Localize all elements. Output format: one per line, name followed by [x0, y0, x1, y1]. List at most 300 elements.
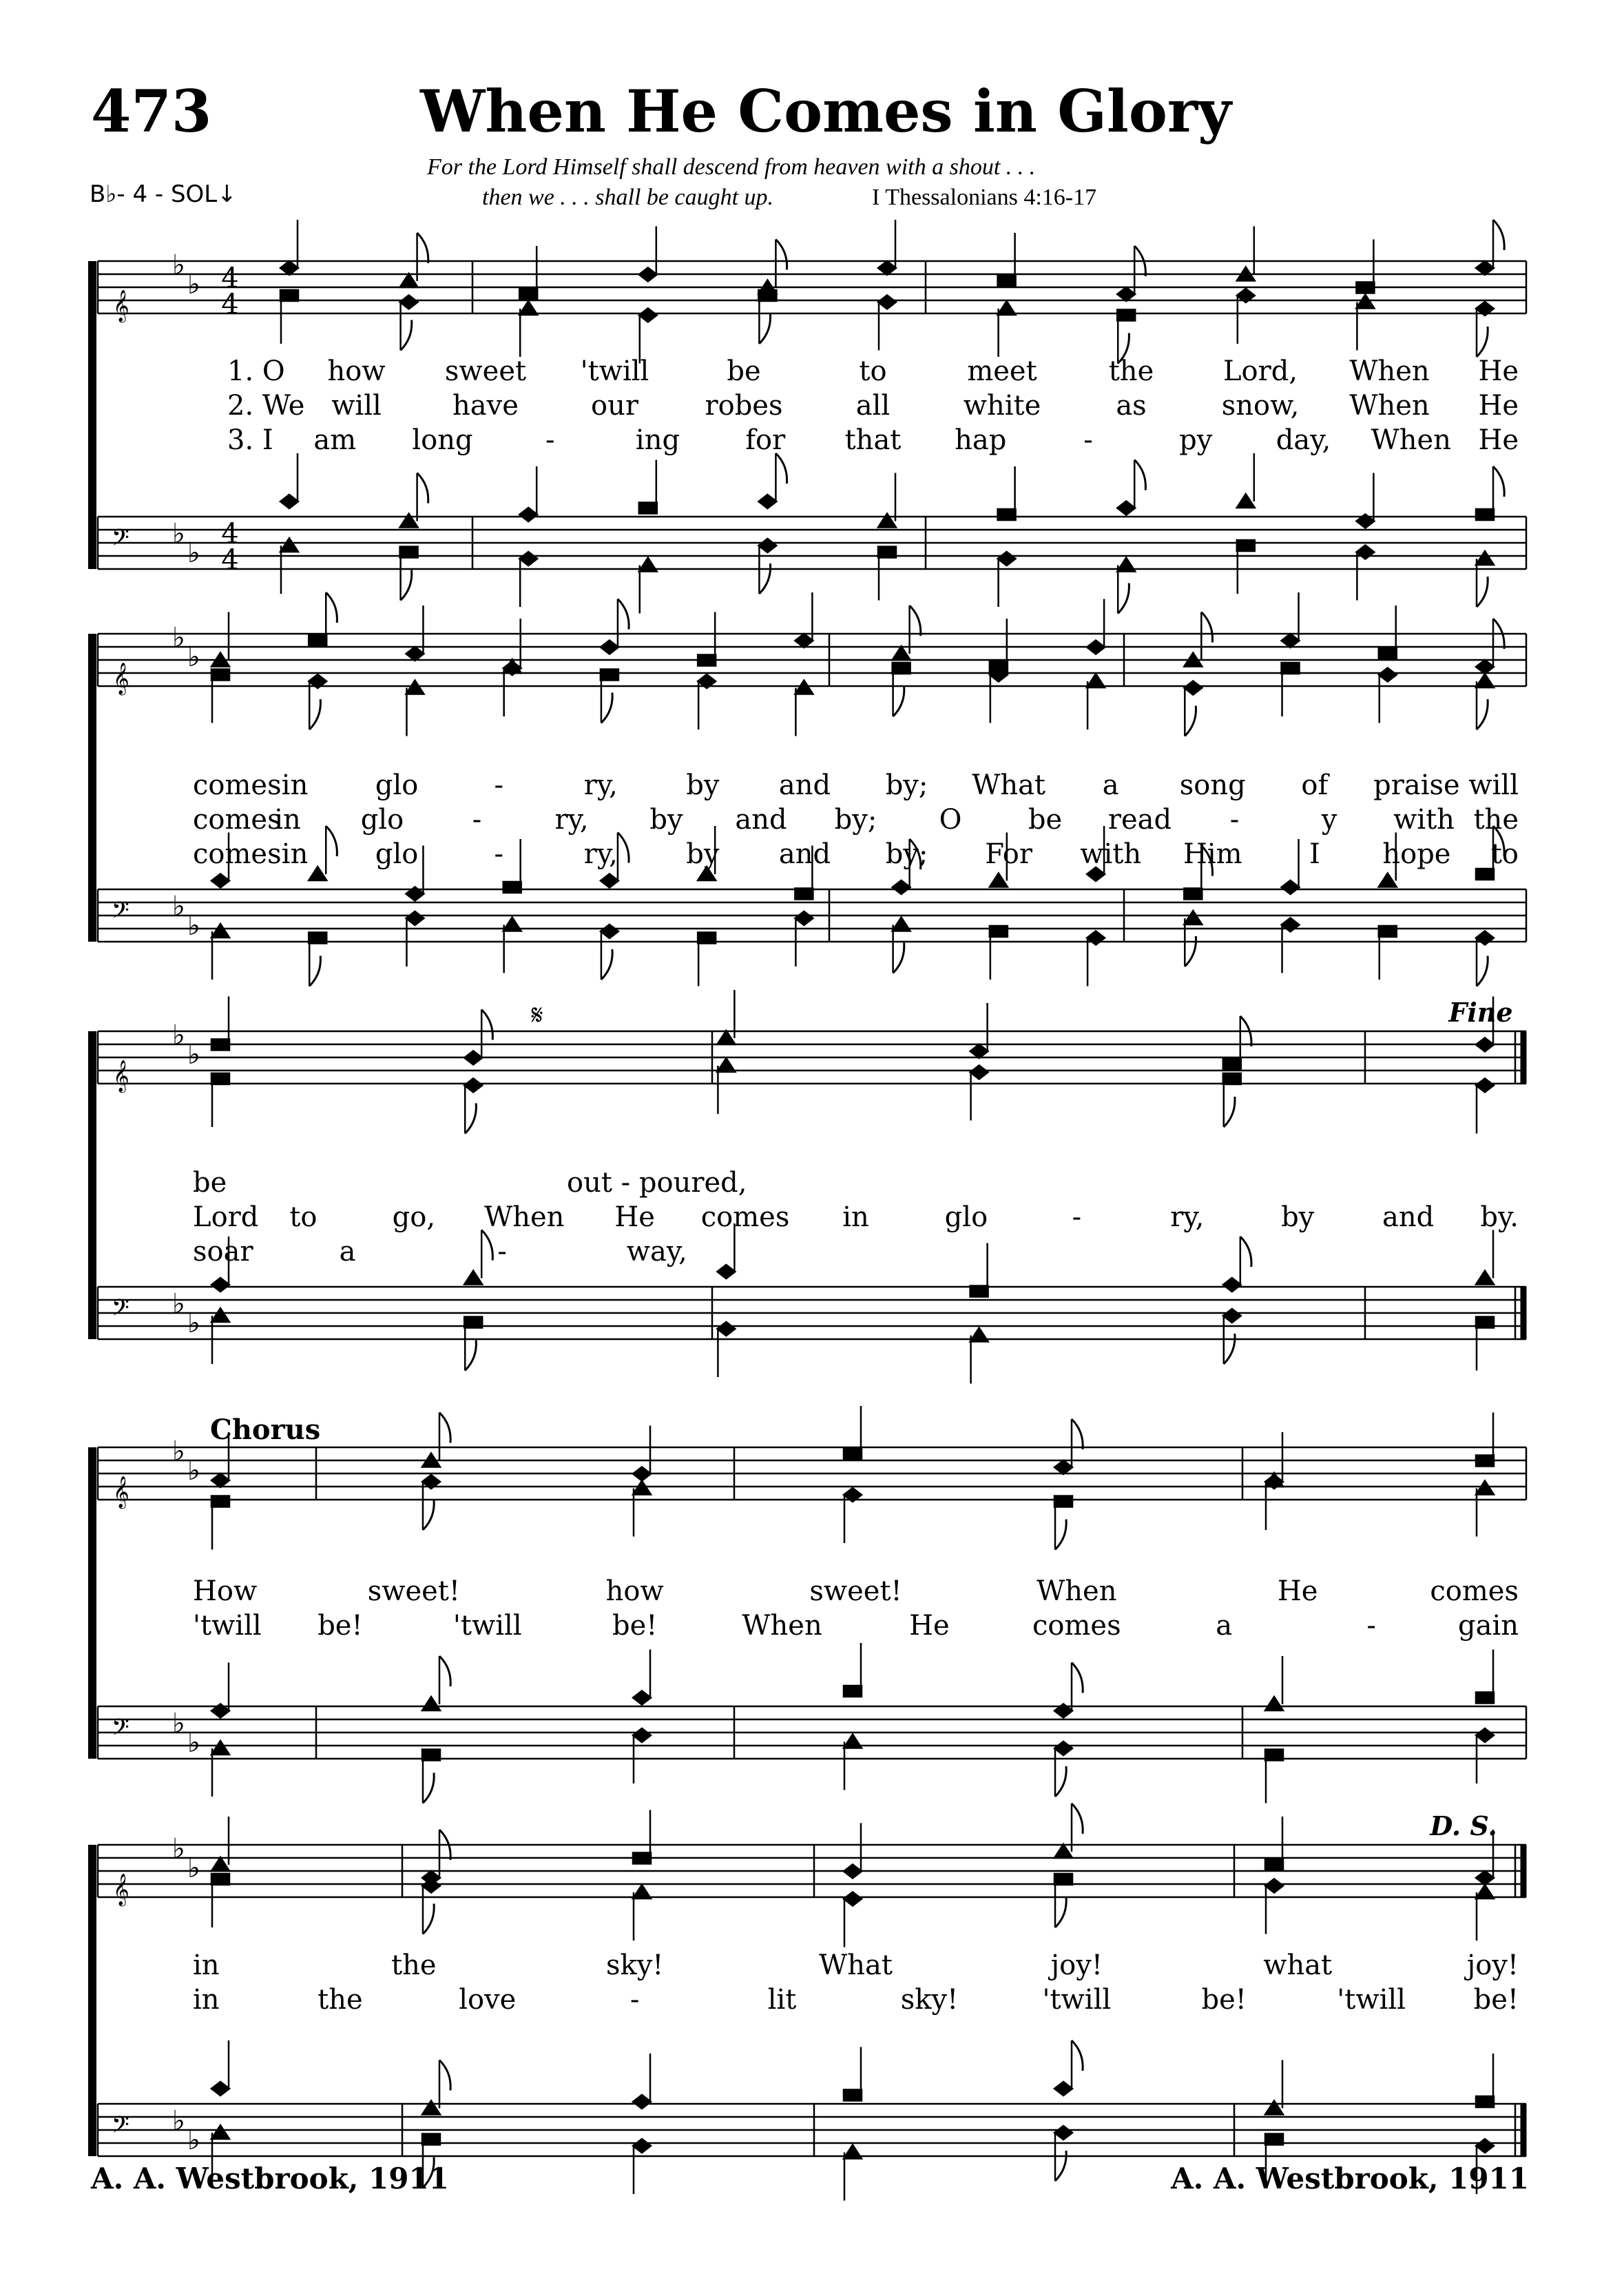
tenor-note — [844, 2047, 862, 2101]
bass-note — [1117, 558, 1135, 614]
bass-note — [503, 918, 521, 973]
lyric-syllable: have — [452, 390, 519, 422]
alto-note — [1282, 663, 1300, 716]
lyric-syllable: sky! — [900, 1984, 959, 2016]
notehead — [1476, 869, 1494, 880]
lyric-syllable: how — [605, 1575, 664, 1607]
bass-staff — [98, 2104, 1526, 2156]
note-flag — [618, 833, 629, 863]
notehead — [1476, 509, 1494, 520]
notehead — [211, 2082, 229, 2096]
tenor-note — [998, 466, 1016, 520]
notehead — [464, 1079, 482, 1093]
note-flag — [1493, 466, 1504, 497]
notehead — [639, 309, 657, 322]
bass-note — [1379, 926, 1397, 980]
scripture-line-1: For the Lord Himself shall descend from heaven with a shout . . . — [427, 154, 1036, 180]
note-flag — [775, 240, 787, 270]
alto-note — [211, 1496, 229, 1550]
tenor-note — [633, 2054, 651, 2109]
notehead — [601, 924, 618, 938]
lyric-syllable: ry, — [583, 838, 618, 870]
notehead — [464, 1271, 482, 1285]
time-signature-top: 4 — [221, 262, 239, 294]
bass-note — [1054, 2126, 1072, 2181]
lyric-syllable: for — [745, 424, 786, 456]
note-flag — [1185, 706, 1196, 736]
bass-staff — [98, 1706, 1526, 1759]
key-signature-flat: ♭ — [172, 518, 185, 550]
notehead — [844, 1735, 862, 1748]
notehead — [1184, 681, 1202, 695]
alto-note — [1265, 1879, 1283, 1934]
notehead — [844, 1865, 862, 1879]
alto-note — [844, 1488, 862, 1543]
bass-note — [1223, 1309, 1241, 1364]
notehead — [1476, 2096, 1494, 2107]
tenor-note — [1223, 1237, 1251, 1292]
treble-staff — [98, 1447, 1526, 1500]
bass-note — [211, 1308, 229, 1364]
note-flag — [439, 1656, 450, 1686]
tenor-note — [639, 460, 657, 514]
lyric-syllable: to — [289, 1201, 317, 1233]
lyric-syllable: be! — [612, 1610, 658, 1642]
notehead — [1265, 1859, 1283, 1870]
lyric-syllable: - — [472, 804, 482, 836]
notehead — [878, 547, 896, 558]
lyric-syllable: what — [1263, 1949, 1333, 1981]
tenor-note — [519, 466, 537, 521]
lyric-syllable: by; — [885, 838, 928, 870]
lyric-syllable: gain — [1457, 1610, 1519, 1642]
tenor-note — [1054, 1663, 1083, 1718]
notehead — [844, 2145, 862, 2159]
note-flag — [1055, 1897, 1066, 1927]
treble-staff — [98, 1031, 1526, 1084]
note-flag — [423, 1904, 434, 1934]
treble-clef: 𝄞 — [113, 1476, 129, 1508]
notehead — [998, 276, 1016, 287]
words-credit: A. A. Westbrook, 1911 — [91, 2162, 449, 2195]
notehead — [309, 635, 326, 646]
notehead — [1476, 1871, 1494, 1885]
lyric-syllable: that — [844, 424, 902, 456]
lyric-syllable: When — [742, 1610, 822, 1642]
notehead — [1237, 494, 1255, 508]
tenor-note — [844, 1643, 862, 1697]
lyric-syllable: to — [1490, 838, 1519, 870]
alto-note — [844, 1892, 862, 1947]
lyric-syllable: song — [1179, 769, 1246, 801]
bass-note — [519, 552, 537, 607]
lyric-syllable: with — [1393, 804, 1455, 836]
lyric-syllable: in — [193, 1949, 220, 1981]
bass-clef: 𝄢 — [112, 1295, 129, 1327]
bass-note — [1054, 1741, 1072, 1797]
lyric-syllable: What — [819, 1949, 893, 1981]
soprano-note — [211, 1817, 229, 1871]
note-flag — [893, 686, 904, 716]
tenor-note — [633, 1650, 651, 1705]
music-credit: A. A. Westbrook, 1911 — [1171, 2162, 1529, 2195]
lyric-syllable: in — [274, 804, 301, 836]
fine-marking: Fine — [1448, 997, 1513, 1028]
notehead — [1054, 1874, 1072, 1885]
tenor-note — [1265, 2060, 1283, 2115]
soprano-note — [844, 1406, 862, 1460]
key-signature-flat: ♭ — [172, 1708, 185, 1739]
alto-note — [1223, 1073, 1241, 1127]
note-flag — [439, 1413, 450, 1443]
lyric-syllable: the — [317, 1984, 363, 2016]
lyric-syllable: be — [193, 1167, 227, 1199]
notehead — [1282, 663, 1300, 674]
notehead — [211, 2125, 229, 2139]
tenor-note — [400, 473, 428, 528]
lyric-syllable: - — [494, 769, 503, 801]
lyric-syllable: the — [391, 1949, 437, 1981]
lyric-syllable: in — [193, 1984, 220, 2016]
alto-note — [1476, 674, 1494, 730]
notehead — [280, 538, 298, 552]
note-flag — [309, 699, 320, 730]
lyric-syllable: hap — [955, 424, 1007, 456]
lyric-syllable: snow, — [1221, 390, 1300, 422]
note-flag — [759, 563, 770, 594]
time-signature-bottom: 4 — [221, 289, 239, 320]
lyric-syllable: When — [1037, 1575, 1117, 1607]
lyric-syllable: and — [735, 804, 787, 836]
notehead — [1223, 1073, 1241, 1084]
soprano-note — [211, 612, 229, 667]
notehead — [519, 508, 537, 521]
notehead — [400, 547, 418, 558]
lyric-syllable: comes — [1430, 1575, 1519, 1607]
note-flag — [1055, 1520, 1066, 1550]
notehead — [422, 1750, 440, 1761]
notehead — [878, 514, 896, 528]
key-signature-flat: ♭ — [187, 2124, 200, 2156]
key-signature-flat: ♭ — [172, 2105, 185, 2137]
lyric-syllable: love — [459, 1984, 517, 2016]
tenor-note — [1237, 453, 1255, 508]
note-flag — [423, 1773, 434, 1803]
note-flag — [1224, 1097, 1235, 1127]
hymn-number: 473 — [91, 77, 212, 145]
lyric-syllable: He — [909, 1610, 950, 1642]
notehead — [1054, 2082, 1072, 2096]
alto-note — [893, 663, 910, 716]
note-flag — [417, 233, 428, 263]
bass-note — [211, 1741, 229, 1797]
lyric-syllable: I — [1309, 838, 1320, 870]
notehead — [795, 911, 813, 925]
lyric-syllable: comes — [700, 1201, 790, 1233]
notehead — [633, 1691, 651, 1705]
notehead — [758, 495, 776, 508]
lyric-syllable: When — [1349, 390, 1430, 422]
notehead — [639, 503, 657, 514]
alto-note — [717, 1058, 735, 1114]
notehead — [464, 1051, 482, 1065]
note-flag — [601, 693, 612, 723]
note-flag — [326, 592, 337, 623]
lyric-syllable: He — [1277, 1575, 1318, 1607]
note-flag — [1240, 1237, 1251, 1267]
bass-note — [309, 933, 326, 986]
notehead — [309, 933, 326, 944]
bass-note — [844, 2145, 862, 2201]
lyric-syllable: will — [1468, 769, 1519, 801]
time-signature-bottom: 4 — [221, 544, 239, 576]
notehead — [844, 1686, 862, 1697]
soprano-note — [601, 599, 629, 654]
tenor-note — [878, 473, 896, 528]
notehead — [601, 874, 618, 888]
notehead — [211, 670, 229, 681]
lyric-syllable: read — [1107, 804, 1172, 836]
notehead — [1379, 648, 1397, 659]
notehead — [400, 296, 418, 309]
bass-note — [1356, 546, 1374, 601]
lyric-syllable: 'twill — [1042, 1984, 1112, 2016]
alto-note — [519, 301, 537, 357]
treble-staff — [98, 1845, 1526, 1897]
bass-note — [1087, 931, 1105, 986]
key-signature-flat: ♭ — [172, 1833, 185, 1865]
bass-note — [211, 924, 229, 980]
tenor-note — [422, 1656, 450, 1710]
lyric-syllable: How — [193, 1575, 258, 1607]
tenor-note — [280, 453, 298, 508]
lyric-syllable: by — [1281, 1201, 1315, 1233]
notehead — [400, 514, 418, 528]
key-signature-flat: ♭ — [172, 622, 185, 654]
note-flag — [439, 2060, 450, 2091]
notehead — [633, 1728, 651, 1742]
soprano-note — [878, 220, 896, 275]
notehead — [211, 1040, 229, 1051]
tenor-note — [1265, 1656, 1283, 1710]
note-flag — [1072, 1419, 1083, 1449]
alto-note — [601, 670, 618, 723]
notehead — [758, 290, 776, 301]
notehead — [400, 273, 418, 287]
note-flag — [401, 320, 412, 351]
notehead — [990, 926, 1008, 937]
lyric-syllable: and — [778, 838, 831, 870]
note-flag — [309, 956, 320, 986]
notehead — [893, 663, 910, 674]
lyric-syllable: glo — [375, 838, 419, 870]
lyric-syllable: - — [545, 424, 555, 456]
lyric-syllable: robes — [705, 390, 783, 422]
lyric-syllable: in — [281, 769, 309, 801]
notehead — [970, 1066, 988, 1079]
notehead — [970, 1044, 988, 1058]
alto-note — [878, 296, 896, 351]
bass-note — [1476, 1728, 1494, 1783]
notehead — [211, 924, 229, 938]
note-flag — [1477, 577, 1488, 607]
notehead — [1476, 931, 1494, 945]
notehead — [211, 1308, 229, 1322]
notehead — [211, 1741, 229, 1755]
bass-staff — [98, 1287, 1526, 1339]
soprano-note — [998, 233, 1016, 287]
note-flag — [1201, 612, 1212, 643]
note-flag — [759, 313, 770, 344]
notehead — [1356, 546, 1374, 559]
tenor-note — [309, 826, 337, 880]
notehead — [1054, 2126, 1072, 2140]
tenor-note — [464, 1230, 492, 1285]
key-signature-flat: ♭ — [187, 1727, 200, 1759]
notehead — [1476, 1317, 1494, 1328]
notehead — [698, 655, 716, 666]
bass-note — [1476, 931, 1494, 986]
lyric-syllable: - — [1366, 1610, 1376, 1642]
lyric-syllable: be! — [317, 1610, 363, 1642]
tenor-note — [1117, 460, 1145, 515]
lyric-syllable: - — [1083, 424, 1093, 456]
notehead — [211, 1874, 229, 1885]
notehead — [1117, 310, 1135, 321]
soprano-note — [1054, 1803, 1083, 1858]
lyric-syllable: ing — [635, 424, 680, 456]
alto-note — [990, 668, 1008, 723]
lyric-syllable: comes — [193, 804, 282, 836]
notehead — [1184, 911, 1202, 924]
treble-clef: 𝄞 — [113, 1060, 129, 1092]
alto-note — [633, 1885, 651, 1941]
note-flag — [775, 453, 787, 484]
lyric-syllable: When — [484, 1201, 565, 1233]
notehead — [633, 1467, 651, 1481]
notehead — [1476, 1038, 1494, 1052]
alto-note — [211, 670, 229, 723]
key-signature-flat: ♭ — [187, 910, 200, 942]
bass-note — [1476, 1317, 1494, 1371]
notehead — [1379, 873, 1397, 887]
tenor-note — [211, 1663, 229, 1718]
soprano-note — [1476, 220, 1504, 275]
lyric-syllable: be! — [1201, 1984, 1247, 2016]
lyric-syllable: - — [1229, 804, 1240, 836]
alto-note — [211, 1874, 229, 1927]
notehead — [1054, 1496, 1072, 1507]
lyric-syllable: y — [1321, 804, 1337, 836]
alto-note — [1184, 681, 1202, 736]
tenor-note — [1356, 473, 1374, 528]
soprano-note — [211, 997, 229, 1051]
note-flag — [618, 599, 629, 630]
notehead — [1265, 1697, 1283, 1710]
lyric-syllable: of — [1301, 769, 1329, 801]
notehead — [717, 1265, 735, 1279]
tenor-note — [211, 2040, 229, 2096]
notehead — [1476, 660, 1494, 674]
tenor-note — [503, 839, 521, 893]
lyric-syllable: hope — [1382, 838, 1451, 870]
note-flag — [1477, 956, 1488, 986]
notehead — [211, 1073, 229, 1084]
notehead — [211, 1857, 229, 1871]
lyric-syllable: by — [686, 769, 720, 801]
lyric-syllable: For — [985, 838, 1033, 870]
alto-note — [503, 661, 521, 716]
lyric-syllable: 'twill — [580, 355, 649, 387]
lyric-syllable: long — [412, 424, 473, 456]
key-signature-flat: ♭ — [187, 269, 200, 300]
lyric-syllable: comes — [1032, 1610, 1121, 1642]
notehead — [970, 1328, 988, 1342]
tenor-note — [1476, 466, 1504, 520]
key-signature-flat: ♭ — [187, 1307, 200, 1339]
lyric-syllable: way, — [626, 1236, 687, 1268]
notehead — [639, 268, 657, 282]
notehead — [1476, 2139, 1494, 2153]
key-signature-flat: ♭ — [187, 1455, 200, 1487]
treble-clef: 𝄞 — [113, 663, 129, 694]
lyric-syllable: by — [649, 804, 683, 836]
alto-note — [1087, 674, 1105, 730]
alto-note — [698, 674, 716, 730]
notehead — [1117, 558, 1135, 572]
lyric-syllable: am — [313, 424, 357, 456]
tenor-note — [1054, 2040, 1083, 2096]
soprano-note — [1237, 227, 1255, 281]
notehead — [1223, 1059, 1241, 1070]
bass-note — [998, 552, 1016, 607]
notehead — [639, 558, 657, 572]
alto-note — [1476, 1885, 1494, 1941]
lyric-syllable: lit — [767, 1984, 797, 2016]
notehead — [1237, 540, 1255, 551]
lyric-syllable: When — [1371, 424, 1451, 456]
notehead — [758, 539, 776, 552]
notehead — [717, 1031, 735, 1044]
soprano-note — [844, 1823, 862, 1879]
note-flag — [1118, 583, 1129, 614]
lyric-syllable: how — [327, 355, 386, 387]
note-flag — [1072, 1663, 1083, 1693]
lyric-syllable: in — [281, 838, 309, 870]
note-flag — [1224, 1334, 1235, 1364]
treble-clef: 𝄞 — [113, 290, 129, 322]
notehead — [211, 1496, 229, 1507]
lyric-syllable: our — [591, 390, 638, 422]
alto-note — [422, 1879, 440, 1934]
notehead — [1476, 1456, 1494, 1467]
alto-note — [758, 290, 776, 344]
alto-note — [422, 1475, 440, 1530]
lyric-syllable: 1. O — [227, 355, 285, 387]
lyric-syllable: sweet! — [367, 1575, 460, 1607]
notehead — [795, 681, 813, 694]
notehead — [1476, 674, 1494, 687]
note-flag — [1134, 460, 1145, 490]
notehead — [1476, 551, 1494, 565]
notehead — [893, 918, 910, 931]
notehead — [1223, 1309, 1241, 1323]
lyric-syllable: - — [629, 1984, 640, 2016]
notehead — [422, 1697, 440, 1710]
lyric-syllable: ry, — [1170, 1201, 1205, 1233]
key-signature-flat: ♭ — [187, 641, 200, 673]
notehead — [998, 509, 1016, 520]
